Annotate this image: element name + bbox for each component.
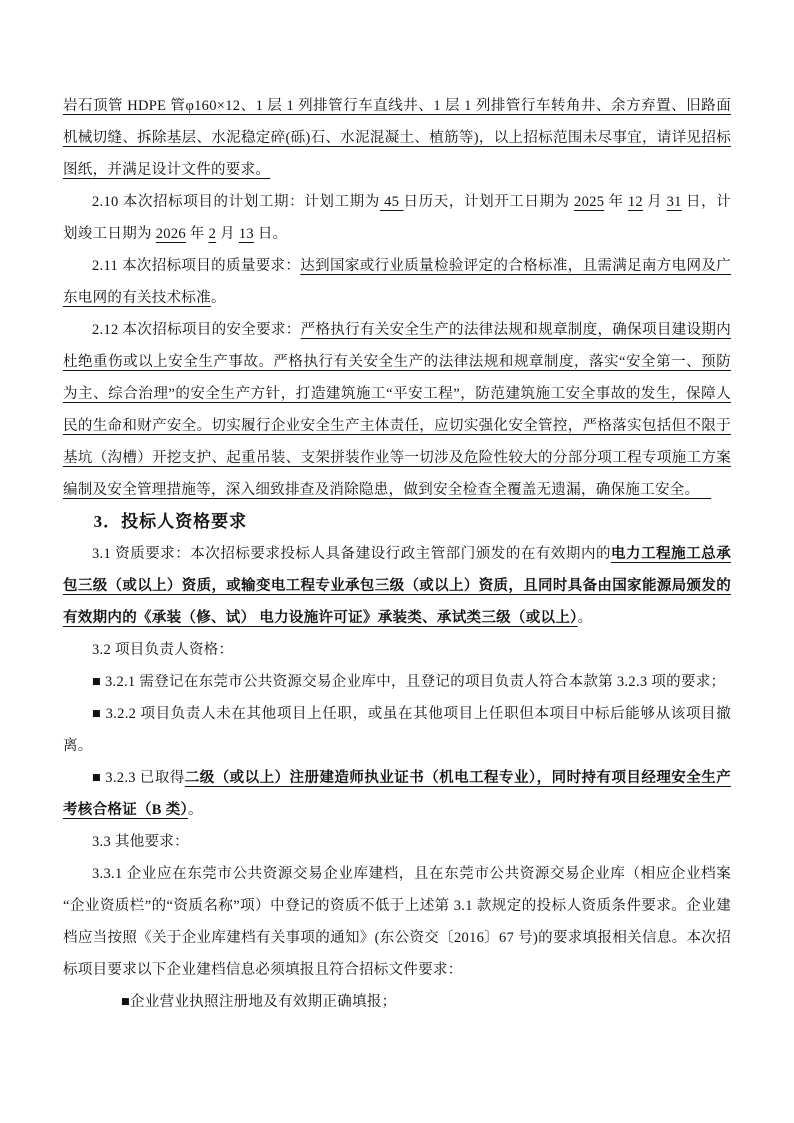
clause-2-10-construction-period-run-13: 13 (238, 226, 254, 242)
clause-2-10-construction-period-run-1: 45 (379, 194, 404, 210)
clause-2-10-construction-period-run-4: 年 (604, 194, 628, 210)
clause-3-3-1-enterprise-filing (63, 858, 731, 986)
clause-2-12-safety-requirement-run-0: 2.12 本次招标项目的安全要求： (92, 322, 301, 338)
clause-3-1-qualification-requirement-run-1: 电力工程施工总承包三级（或以上）资质，或输变电工程专业承包三级（或以上）资质，且同时具备由国家能源局颁发的有效期内的《承装（修、试） 电力设施许可证》承装类、承试类三级（或以上） (63, 546, 731, 626)
clause-2-10-construction-period-run-8: 日，计划竣工日期为 (63, 194, 732, 242)
item-business-license-filing (63, 986, 731, 1018)
clause-3-1-qualification-requirement-run-0: 3.1 资质要求：本次招标要求投标人具备建设行政主管部门颁发的在有效期内的 (92, 546, 612, 562)
clause-2-10-construction-period-run-0: 2.10 本次招标项目的计划工期：计划工期为 (92, 194, 380, 210)
clause-3-3-1-enterprise-filing-run-0: 3.3.1 企业应在东莞市公共资源交易企业库建档，且在东莞市公共资源交易企业库（相应企业档案“企业资质栏”的“资质名称”项）中登记的资质不低于上述第 3.1 款规定的投标人资质条件要求。企业建档应当按照《关于企业库建档有关事项的通知》(东公资交〔2016〕67 号)的要求填报相关信息。本次招标项目要求以下企业建档信息必须填报且符合招标文件要求： (63, 866, 731, 978)
clause-3-1-qualification-requirement-run-2: 。 (577, 610, 593, 626)
clause-3-2-3-pm-certificate-run-2: 。 (188, 802, 203, 818)
clause-2-11-quality-requirement-run-0: 2.11 本次招标项目的质量要求： (92, 258, 301, 274)
clause-2-10-construction-period-run-6: 月 (642, 194, 667, 210)
clause-3-1-qualification-requirement (63, 538, 731, 634)
clause-3-2-3-pm-certificate (63, 762, 731, 826)
clause-2-10-construction-period-run-14: 日。 (253, 226, 288, 242)
para-tender-scope-continuation (63, 90, 731, 186)
para-tender-scope-continuation-run-0: 岩石顶管 HDPE 管φ160×12、1 层 1 列排管行车直线井、1 层 1 列排管行车转角井、余方弃置、旧路面机械切缝、拆除基层、水泥稳定碎(砾)石、水泥混凝土、植筋等)，以上招标范围未尽事宜，请详见招标图纸，并满足设计文件的要求。 (63, 98, 731, 178)
clause-3-2-1-registration-run-0: ■ 3.2.1 需登记在东莞市公共资源交易企业库中，且登记的项目负责人符合本款第 3.2.3 项的要求； (92, 674, 726, 690)
heading-bidder-qualification (63, 506, 731, 538)
clause-2-10-construction-period-run-2: 日历天，计划开工日期为 (403, 194, 575, 210)
clause-3-2-3-pm-certificate-run-1: 二级（或以上）注册建造师执业证书（机电工程专业），同时持有项目经理安全生产考核合格证（B 类） (63, 770, 731, 818)
clause-2-10-construction-period-run-3: 2025 (574, 194, 605, 210)
clause-2-10-construction-period-run-12: 月 (216, 226, 239, 242)
document-body (63, 90, 731, 1018)
clause-2-10-construction-period-run-10: 年 (185, 226, 209, 242)
clause-3-3-other-requirements-run-0: 3.3 其他要求： (92, 834, 189, 850)
clause-3-2-3-pm-certificate-run-0: ■ 3.2.3 已取得 (92, 770, 185, 786)
clause-2-12-safety-requirement (63, 314, 731, 506)
item-business-license-filing-run-0: ■企业营业执照注册地及有效期正确填报； (121, 994, 397, 1010)
clause-3-2-2-pm-availability-run-0: ■ 3.2.2 项目负责人未在其他项目上任职，或虽在其他项目上任职但本项目中标后能够从该项目撤离。 (63, 706, 731, 754)
clause-3-2-1-registration (63, 666, 731, 698)
clause-2-10-construction-period-run-7: 31 (666, 194, 682, 210)
clause-2-10-construction-period (63, 186, 731, 250)
clause-2-11-quality-requirement-run-2: 。 (211, 290, 226, 306)
clause-2-12-safety-requirement-run-1: 严格执行有关安全生产的法律法规和规章制度，确保项目建设期内杜绝重伤或以上安全生产事故。严格执行有关安全生产的法律法规和规章制度，落实“安全第一、预防为主、综合治理”的安全生产方针，打造建筑施工“平安工程”，防范建筑施工安全事故的发生，保障人民的生命和财产安全。切实履行企业安全生产主体责任，应切实强化安全管控，严格落实包括但不限于基坑（沟槽）开挖支护、起重吊装、支架拼装作业等一切涉及危险性较大的分部分项工程专项施工方案编制及安全管理措施等，深入细致排查及消除隐患，做到安全检查全覆盖无遗漏，确保施工安全。 (63, 322, 731, 498)
clause-2-11-quality-requirement-run-1: 达到国家或行业质量检验评定的合格标准，且需满足南方电网及广东电网的有关技术标准 (63, 258, 732, 306)
clause-2-10-construction-period-run-11: 2 (208, 226, 217, 242)
clause-3-2-pm-qualification-run-0: 3.2 项目负责人资格： (92, 642, 234, 658)
clause-2-11-quality-requirement (63, 250, 731, 314)
clause-3-2-2-pm-availability (63, 698, 731, 762)
clause-3-3-other-requirements (63, 826, 731, 858)
clause-2-12-safety-requirement-run-2 (699, 482, 711, 498)
clause-3-2-pm-qualification (63, 634, 731, 666)
clause-2-10-construction-period-run-5: 12 (627, 194, 643, 210)
heading-bidder-qualification-run-0: 3．投标人资格要求 (93, 512, 248, 531)
clause-2-10-construction-period-run-9: 2026 (155, 226, 186, 242)
